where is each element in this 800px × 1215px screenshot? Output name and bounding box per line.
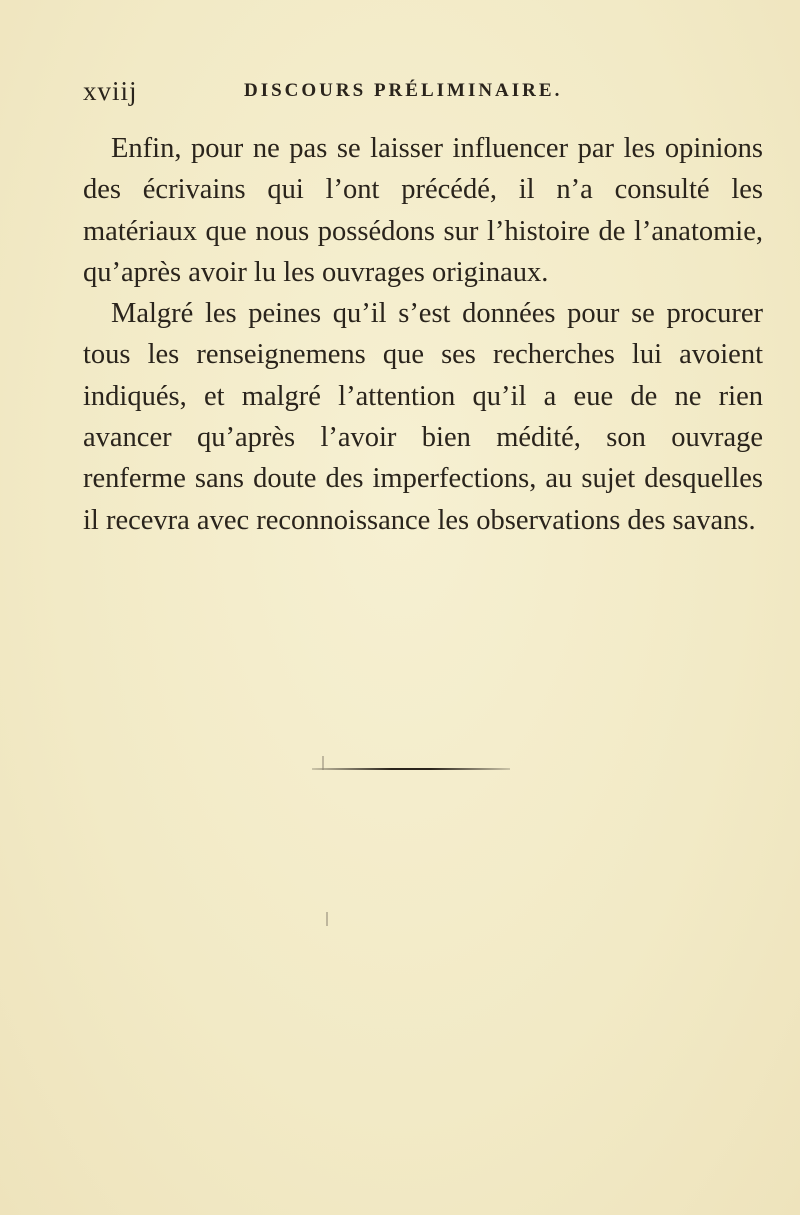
- ornamental-rule: [312, 768, 510, 770]
- paper-mark: [326, 912, 328, 926]
- paragraph-1: Enfin, pour ne pas se laisser influencer par les opinions des écrivains qui l’ont précédé, il n’a consulté les matériaux que nous possédons sur l’histoire de l’anatomie, qu’après avoir lu les ouvrages originaux.: [83, 133, 763, 288]
- body-text: [83, 128, 763, 541]
- page-header: [83, 76, 763, 106]
- running-title: DISCOURS PRÉLIMINAIRE.: [244, 80, 563, 101]
- paper-mark: [322, 756, 324, 770]
- page-number: xviij: [83, 76, 138, 106]
- paragraph-2: Malgré les peines qu’il s’est données pour se procurer tous les renseignemens que ses recherches lui avoient indiqués, et malgré l’attention qu’il a eue de ne rien avancer qu’après l’avoir bien médité, son ouvrage renferme sans doute des imperfections, au sujet desquelles il recevra avec reconnoissance les observations des savans.: [83, 298, 763, 536]
